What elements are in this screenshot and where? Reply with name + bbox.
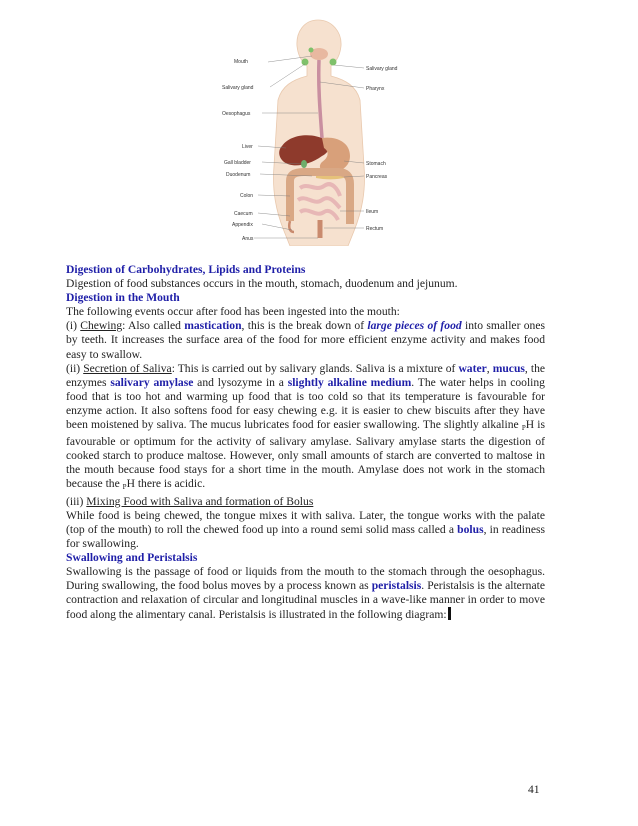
saliva-text-1: : This is carried out by salivary glands. Saliva is a mixture of: [171, 361, 459, 375]
chewing-text-1: : Also called: [122, 319, 185, 333]
chewing-title: Chewing: [80, 319, 123, 333]
chewing-text-3: into smaller ones by teeth. It increases the surface area of the food for more efficient enzyme activity and makes food easy to swallow.: [66, 319, 546, 361]
label-pharynx: Pharynx: [366, 86, 385, 92]
ph-subscript-1: P: [521, 424, 526, 433]
label-rectum: Rectum: [366, 226, 384, 232]
term-bolus: bolus: [457, 522, 484, 536]
label-pancreas: Pancreas: [366, 174, 388, 180]
term-salivary-amylase: salivary amylase: [110, 375, 194, 389]
saliva-text-3: , the enzymes: [66, 361, 546, 389]
label-salivary-gland-right: Salivary gland: [366, 66, 398, 72]
page-number: 41: [528, 783, 540, 796]
swallowing-text-2: . Peristalsis is the alternate contraction and relaxation of circular and longitudinal muscles in a wave-like manner in order to move food along the alimentary canal. Peristalsis is illustrated in the following diagram:: [66, 579, 545, 622]
mixing-text-2: , in readiness for swallowing.: [66, 522, 545, 550]
salivary-gland-top: [309, 48, 314, 53]
paragraph-swallowing: [66, 565, 545, 622]
label-ileum: Ileum: [366, 209, 379, 215]
salivary-gland-left: [302, 59, 309, 66]
saliva-number: (ii): [66, 361, 84, 375]
saliva-text-5: . The water helps in cooling food that is too hot and warming up food that is too cold so that its temperature is favourable for enzyme action. It also softens food for easy chewing e.g. it is easier to chew biscuits after they have been moistened by saliva. The mucus lubricates food for easier swallowing. The slightly alkaline: [66, 375, 545, 432]
saliva-text-7: there is acidic.: [134, 477, 206, 491]
mixing-text-1: While food is being chewed, the tongue mixes it with saliva. Later, the tongue works with the palate (top of the mouth) to roll the chewed food up into a round semi solid mass called a: [66, 508, 545, 536]
digestive-system-diagram: [212, 16, 424, 246]
paragraph-saliva: [66, 362, 545, 495]
saliva-text-2: ,: [486, 361, 493, 375]
label-caecum: Caecum: [234, 211, 253, 217]
label-colon: Colon: [240, 193, 254, 199]
paragraph-mixing-title: [66, 495, 545, 509]
salivary-gland-right: [330, 59, 337, 66]
heading-swallowing-peristalsis: Swallowing and Peristalsis: [66, 550, 198, 564]
paragraph-mouth-events: The following events occur after food has been ingested into the mouth:: [66, 305, 400, 319]
swallowing-text-1: Swallowing is the passage of food or liquids from the mouth to the stomach through the oesophagus. During swallowing, the food bolus moves by a process known as: [66, 564, 545, 593]
term-peristalsis: peristalsis: [371, 579, 422, 593]
paragraph-digestion-sites: Digestion of food substances occurs in the mouth, stomach, duodenum and jejunum.: [66, 277, 458, 291]
saliva-text-6: is favourable or optimum for the activity of salivary amylase. Salivary amylase starts the digestion of cooked starch to produce maltose. However, only small amounts of starch are converted to maltose in the mouth because food stays for a short time in the mouth. Amylase does not work in the stomach because the: [66, 418, 545, 491]
label-oesophagus: Oesophagus: [222, 111, 251, 117]
paragraph-chewing: [66, 319, 545, 361]
label-appendix: Appendix: [232, 222, 253, 228]
label-liver: Liver: [242, 144, 253, 150]
saliva-text-4: and lysozyme in a: [193, 375, 288, 389]
text-cursor: [448, 607, 451, 620]
label-mouth: Mouth: [234, 59, 248, 65]
heading-digestion-carbs-lipids-proteins: Digestion of Carbohydrates, Lipids and Proteins: [66, 263, 306, 276]
body-text: [66, 263, 545, 622]
paragraph-mixing: [66, 509, 545, 551]
ph-h-1: H: [525, 418, 535, 432]
label-stomach: Stomach: [366, 161, 386, 167]
chewing-number: (i): [66, 319, 81, 333]
label-gall-bladder: Gall bladder: [224, 160, 251, 166]
term-mastication: mastication: [184, 319, 242, 333]
ph-h-2: H: [126, 477, 135, 491]
term-water: water: [458, 361, 487, 375]
mixing-number: (iii): [66, 494, 87, 508]
term-mucus: mucus: [492, 361, 525, 375]
label-duodenum: Duodenum: [226, 172, 251, 178]
label-anus: Anus: [242, 236, 254, 242]
term-slightly-alkaline-medium: slightly alkaline medium: [287, 375, 412, 389]
label-salivary-gland-left: Salivary gland: [222, 85, 254, 91]
heading-digestion-in-mouth: Digestion in the Mouth: [66, 291, 180, 305]
ph-subscript-2: P: [122, 483, 127, 492]
mixing-title: Mixing Food with Saliva and formation of Bolus: [86, 494, 314, 508]
saliva-title: Secretion of Saliva: [83, 361, 172, 375]
chewing-text-2: , this is the break down of: [241, 319, 368, 333]
term-large-pieces-of-food: large pieces of food: [367, 319, 462, 333]
digestive-system-illustration: [212, 16, 424, 246]
